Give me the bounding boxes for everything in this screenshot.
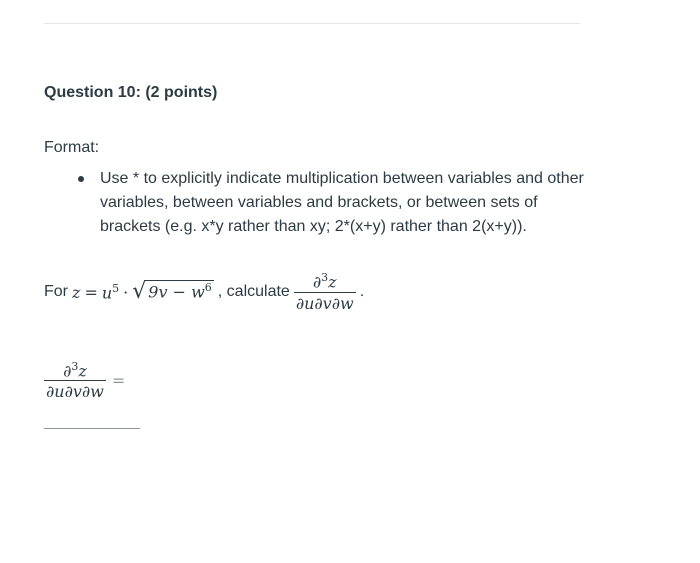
answer-numerator bbox=[61, 360, 89, 380]
radicand bbox=[146, 280, 214, 304]
problem-statement bbox=[44, 262, 644, 322]
list-item bbox=[100, 167, 590, 239]
derivative-numerator bbox=[311, 271, 339, 291]
answer-partial-symbol: ∂ bbox=[63, 361, 72, 381]
square-root bbox=[132, 280, 214, 304]
bullet-icon bbox=[78, 176, 84, 182]
derivative-var: z bbox=[328, 272, 337, 292]
u-exponent: 5 bbox=[112, 281, 120, 295]
answer-denominator: ∂u∂v∂w bbox=[46, 382, 104, 402]
format-instructions-list bbox=[100, 167, 590, 239]
equation-dot: · bbox=[123, 282, 129, 302]
equation-equals: = bbox=[84, 282, 98, 302]
calculate-text: , calculate bbox=[217, 283, 290, 300]
answer-expression bbox=[44, 360, 125, 401]
answer-order: 3 bbox=[71, 360, 79, 373]
derivative-order: 3 bbox=[321, 271, 329, 285]
derivative-denominator: ∂u∂v∂w bbox=[295, 293, 354, 313]
equation-z: z bbox=[72, 282, 81, 302]
format-label: Format: bbox=[44, 139, 100, 156]
question-title: Question 10: (2 points) bbox=[44, 84, 218, 101]
answer-var: z bbox=[78, 361, 87, 381]
w-exponent: 6 bbox=[204, 281, 212, 294]
partial-symbol: ∂ bbox=[312, 272, 322, 292]
format-instruction-text: Use * to explicitly indicate multiplication between variables and other variables, between variables and brackets, or between sets of brackets (e.g. x*y rather than xy; 2*(x+y) rather than 2(x+y)). bbox=[100, 170, 584, 235]
answer-input-line[interactable] bbox=[44, 428, 140, 429]
answer-fraction bbox=[44, 360, 106, 401]
equation-u bbox=[102, 282, 119, 302]
derivative-fraction bbox=[294, 271, 356, 312]
radicand-text: 9v − w bbox=[148, 282, 205, 302]
u-var: u bbox=[101, 283, 113, 303]
problem-prefix: For bbox=[44, 283, 68, 300]
radical-icon: √ bbox=[132, 279, 147, 304]
period: . bbox=[359, 283, 365, 300]
top-divider bbox=[44, 23, 580, 24]
answer-equals: = bbox=[111, 371, 126, 391]
